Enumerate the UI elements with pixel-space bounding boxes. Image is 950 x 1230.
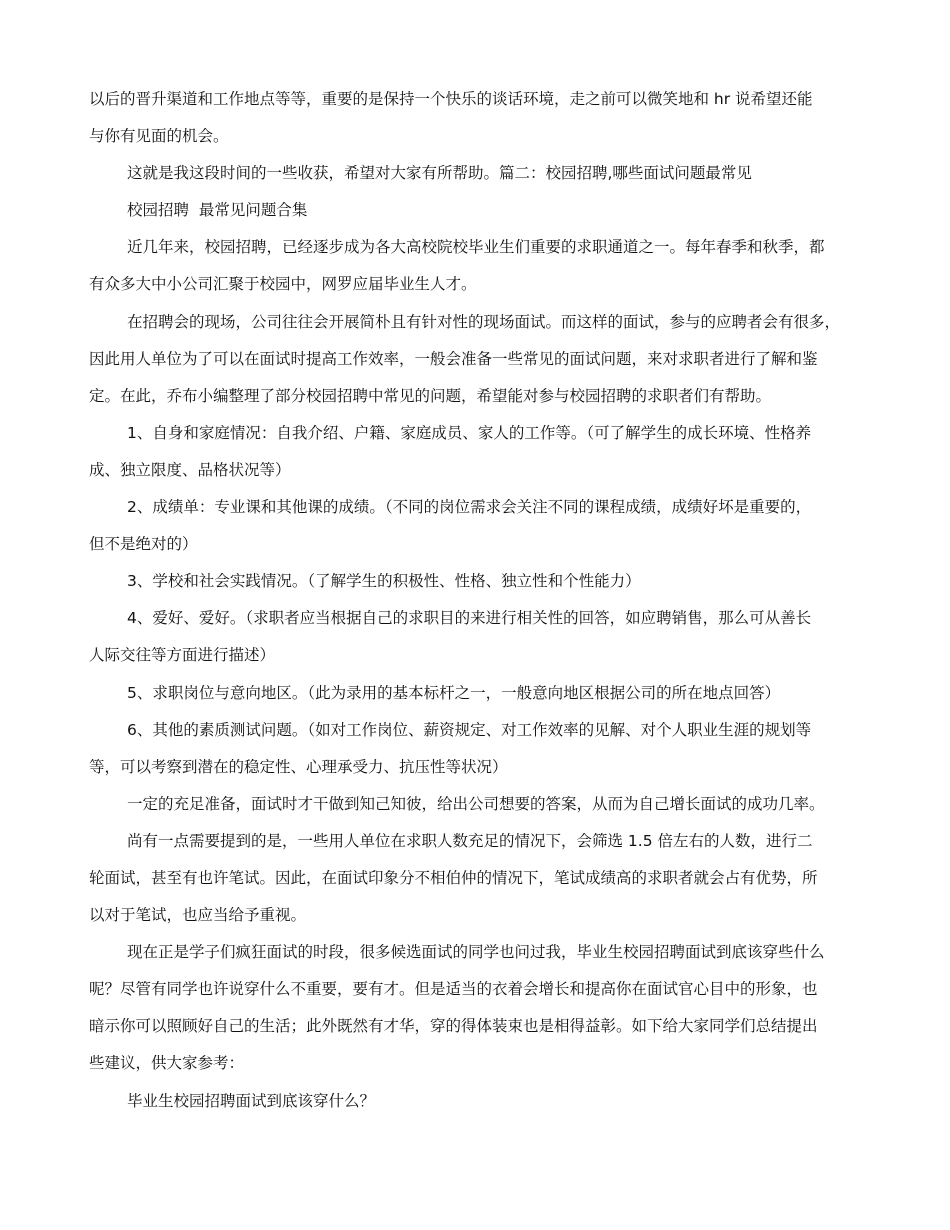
text-line: 这就是我这段时间的一些收获，希望对大家有所帮助。篇二：校园招聘,哪些面试问题最常见 bbox=[127, 164, 752, 183]
section-heading: 校园招聘 最常见问题合集 bbox=[127, 201, 308, 220]
text-line: 等，可以考察到潜在的稳定性、心理承受力、抗压性等状况） bbox=[89, 757, 508, 776]
document-body bbox=[89, 81, 879, 1120]
text-line: 些建议，供大家参考： bbox=[89, 1054, 245, 1073]
text-line: 近几年来，校园招聘，已经逐步成为各大高校院校毕业生们重要的求职通道之一。每年春季和秋季，都 bbox=[127, 238, 825, 257]
list-item: 1、自身和家庭情况：自我介绍、户籍、家庭成员、家人的工作等。（可了解学生的成长环境、性格养 bbox=[127, 423, 812, 442]
text-line: 但不是绝对的） bbox=[89, 535, 198, 554]
text-line: 成、独立限度、品格状况等） bbox=[89, 460, 291, 479]
list-item: 5、求职岗位与意向地区。（此为录用的基本标杆之一，一般意向地区根据公司的所在地点回答） bbox=[127, 683, 781, 702]
text-line: 一定的充足准备，面试时才干做到知己知彼，给出公司想要的答案，从而为自己增长面试的成功几率。 bbox=[127, 794, 825, 813]
text-line: 轮面试，甚至有也许笔试。因此，在面试印象分不相伯仲的情况下，笔试成绩高的求职者就会占有优势，所 bbox=[89, 868, 818, 887]
text-line: 与你有见面的机会。 bbox=[89, 127, 229, 146]
list-item: 4、爱好、爱好。（求职者应当根据自己的求职目的来进行相关性的回答，如应聘销售，那么可从善长 bbox=[127, 609, 812, 628]
text-line: 在招聘会的现场，公司往往会开展简朴且有针对性的现场面试。而这样的面试，参与的应聘者会有很多， bbox=[127, 312, 841, 331]
list-item: 6、其他的素质测试问题。（如对工作岗位、薪资规定、对工作效率的见解、对个人职业生涯的规划等 bbox=[127, 720, 812, 739]
text-line: 以对于笔试，也应当给予重视。 bbox=[89, 906, 307, 925]
section-heading: 毕业生校园招聘面试到底该穿什么？ bbox=[127, 1091, 376, 1110]
text-line: 人际交往等方面进行描述） bbox=[89, 646, 276, 665]
list-item: 3、学校和社会实践情况。（了解学生的积极性、性格、独立性和个性能力） bbox=[127, 572, 641, 591]
list-item: 2、成绩单：专业课和其他课的成绩。（不同的岗位需求会关注不同的课程成绩，成绩好坏是重要的， bbox=[127, 498, 812, 517]
text-line: 暗示你可以照顾好自己的生活；此外既然有才华，穿的得体装束也是相得益彰。如下给大家同学们总结提出 bbox=[89, 1017, 818, 1036]
text-line: 定。在此，乔布小编整理了部分校园招聘中常见的问题，希望能对参与校园招聘的求职者们有帮助。 bbox=[89, 386, 772, 405]
text-line: 呢？尽管有同学也许说穿什么不重要，要有才。但是适当的衣着会增长和提高你在面试官心目中的形象，也 bbox=[89, 980, 818, 999]
text-line: 因此用人单位为了可以在面试时提高工作效率，一般会准备一些常见的面试问题，来对求职者进行了解和鉴 bbox=[89, 349, 818, 368]
text-line: 以后的晋升渠道和工作地点等等，重要的是保持一个快乐的谈话环境，走之前可以微笑地和 hr 说希望还能 bbox=[89, 90, 813, 108]
text-line: 有众多大中小公司汇聚于校园中，网罗应届毕业生人才。 bbox=[89, 275, 477, 294]
text-line: 现在正是学子们疯狂面试的时段，很多候选面试的同学也问过我，毕业生校园招聘面试到底该穿些什么 bbox=[127, 943, 825, 962]
text-line: 尚有一点需要提到的是，一些用人单位在求职人数充足的情况下，会筛选 1.5 倍左右的人数，进行二 bbox=[127, 831, 813, 850]
